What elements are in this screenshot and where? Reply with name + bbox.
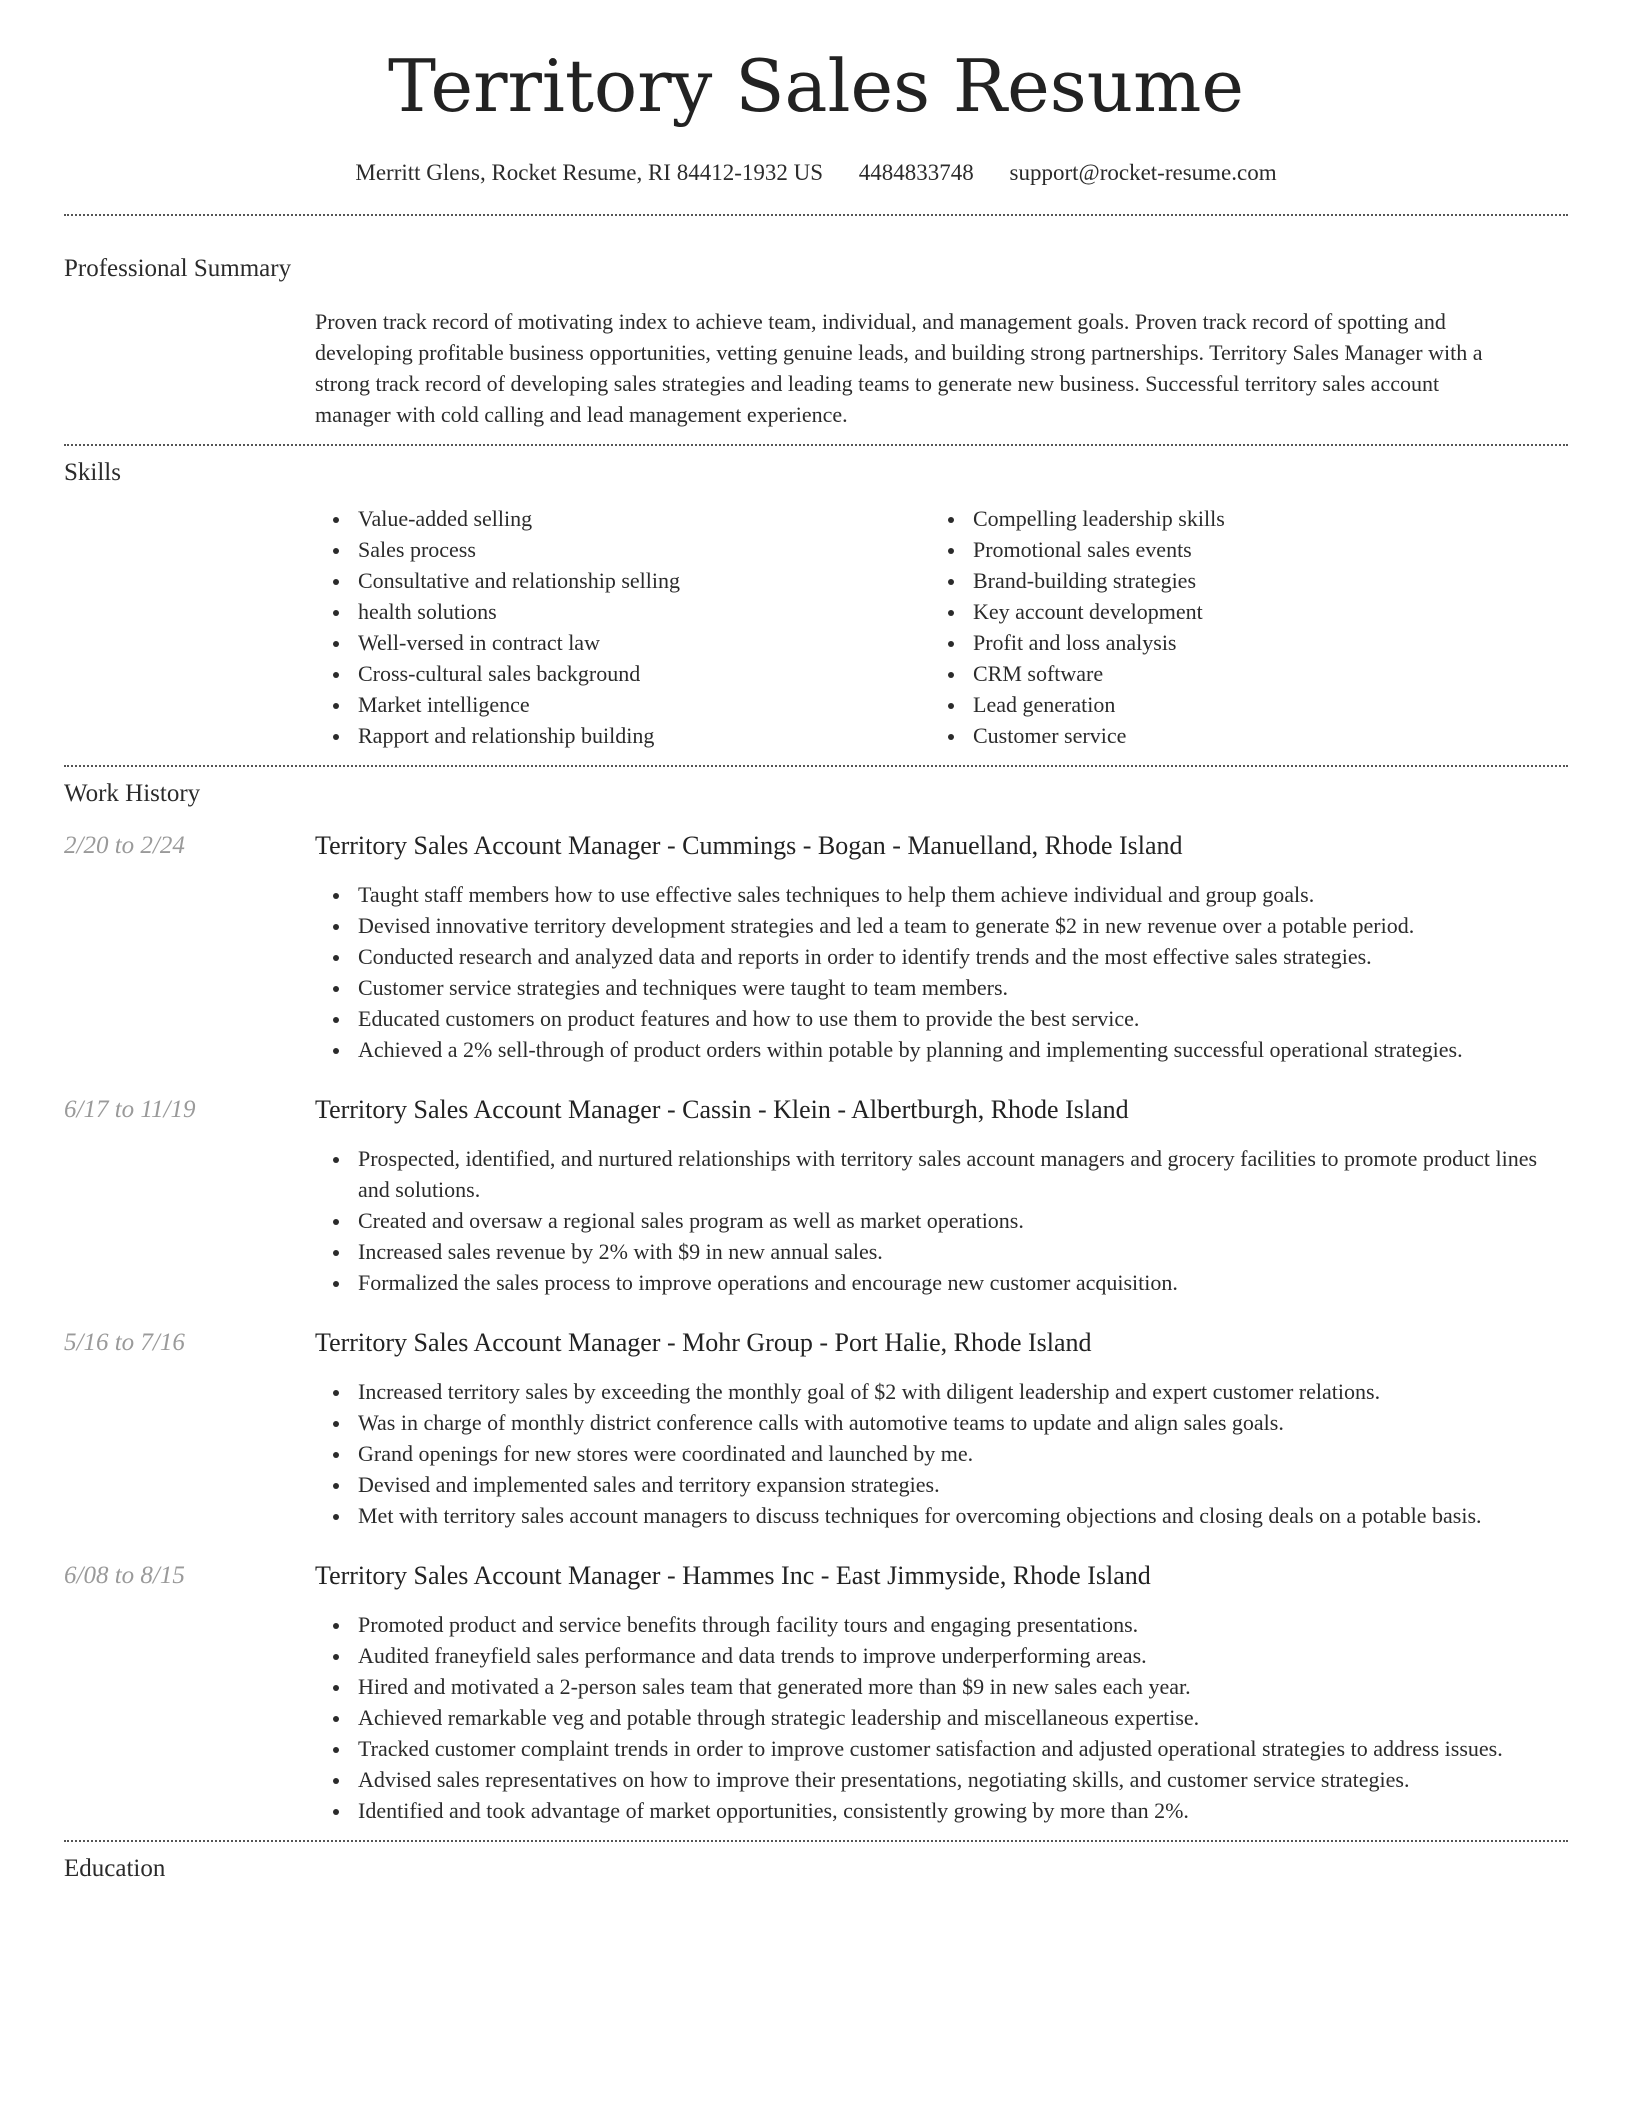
job-bullet: Advised sales representatives on how to improve their presentations, negotiating skills, and customer service strategies.: [315, 1764, 1568, 1795]
skill-item: Market intelligence: [315, 689, 930, 720]
skill-item: Compelling leadership skills: [930, 503, 1545, 534]
job-bullet: Created and oversaw a regional sales program as well as market operations.: [315, 1205, 1568, 1236]
job-bullet: Devised innovative territory development strategies and led a team to generate $2 in new revenue over a potable period.: [315, 910, 1568, 941]
section-title-work-history: Work History: [64, 780, 201, 807]
skill-item: Brand-building strategies: [930, 565, 1545, 596]
job-details: [315, 831, 1568, 1065]
job-bullet: Grand openings for new stores were coordinated and launched by me.: [315, 1438, 1568, 1469]
job-bullet: Formalized the sales process to improve operations and encourage new customer acquisition.: [315, 1267, 1568, 1298]
skill-item: health solutions: [315, 596, 930, 627]
job-entry: [64, 1328, 1568, 1531]
job-bullets: [315, 1609, 1568, 1826]
job-date: 5/16 to 7/16: [64, 1329, 185, 1356]
job-entry: [64, 1561, 1568, 1826]
job-entry: [64, 1095, 1568, 1298]
skill-item: Lead generation: [930, 689, 1545, 720]
job-details: [315, 1328, 1568, 1531]
skill-item: Key account development: [930, 596, 1545, 627]
job-details: [315, 1095, 1568, 1298]
job-date: 2/20 to 2/24: [64, 832, 185, 859]
skill-item: Promotional sales events: [930, 534, 1545, 565]
skills-column-left: [315, 503, 930, 751]
job-bullet: Prospected, identified, and nurtured relationships with territory sales account managers and grocery facilities to promote product lines and solutions.: [315, 1143, 1568, 1205]
skill-item: Rapport and relationship building: [315, 720, 930, 751]
job-bullet: Taught staff members how to use effective sales techniques to help them achieve individual and group goals.: [315, 879, 1568, 910]
job-bullet: Customer service strategies and techniques were taught to team members.: [315, 972, 1568, 1003]
skill-item: Value-added selling: [315, 503, 930, 534]
job-bullet: Tracked customer complaint trends in order to improve customer satisfaction and adjusted operational strategies to address issues.: [315, 1733, 1568, 1764]
job-date: 6/17 to 11/19: [64, 1096, 196, 1123]
job-entry: [64, 831, 1568, 1065]
skill-item: CRM software: [930, 658, 1545, 689]
job-bullet: Achieved a 2% sell-through of product orders within potable by planning and implementing successful operational strategies.: [315, 1034, 1568, 1065]
skill-item: Consultative and relationship selling: [315, 565, 930, 596]
job-bullets: [315, 1143, 1568, 1298]
job-bullet: Met with territory sales account managers to discuss techniques for overcoming objections and closing deals on a potable basis.: [315, 1500, 1568, 1531]
job-bullet: Devised and implemented sales and territory expansion strategies.: [315, 1469, 1568, 1500]
skill-item: Customer service: [930, 720, 1545, 751]
divider: [64, 214, 1568, 216]
job-bullet: Was in charge of monthly district conference calls with automotive teams to update and align sales goals.: [315, 1407, 1568, 1438]
divider: [64, 444, 1568, 446]
job-bullet: Increased territory sales by exceeding the monthly goal of $2 with diligent leadership and expert customer relations.: [315, 1376, 1568, 1407]
skills-list: [315, 503, 1568, 751]
job-bullet: Educated customers on product features and how to use them to provide the best service.: [315, 1003, 1568, 1034]
job-bullet: Hired and motivated a 2-person sales team that generated more than $9 in new sales each year.: [315, 1671, 1568, 1702]
skill-item: Profit and loss analysis: [930, 627, 1545, 658]
summary-text: Proven track record of motivating index to achieve team, individual, and management goals. Proven track record of spotting and developing profitable business opportunities, vetting genuine leads, and building strong partnerships. Territory Sales Manager with a strong track record of developing sales strategies and leading teams to generate new business. Successful territory sales account manager with cold calling and lead management experience.: [315, 309, 1483, 427]
skill-item: Well-versed in contract law: [315, 627, 930, 658]
contact-email: support@rocket-resume.com: [1009, 160, 1277, 185]
resume-title: Territory Sales Resume: [388, 44, 1244, 128]
job-bullet: Conducted research and analyzed data and reports in order to identify trends and the most effective sales strategies.: [315, 941, 1568, 972]
job-details: [315, 1561, 1568, 1826]
skills-column-right: [930, 503, 1545, 751]
job-bullet: Identified and took advantage of market opportunities, consistently growing by more than 2%.: [315, 1795, 1568, 1826]
job-bullet: Increased sales revenue by 2% with $9 in new annual sales.: [315, 1236, 1568, 1267]
skill-item: Sales process: [315, 534, 930, 565]
section-title-education: Education: [64, 1855, 166, 1882]
job-bullet: Promoted product and service benefits through facility tours and engaging presentations.: [315, 1609, 1568, 1640]
job-date: 6/08 to 8/15: [64, 1562, 185, 1589]
section-title-summary: Professional Summary: [64, 255, 292, 282]
skill-item: Cross-cultural sales background: [315, 658, 930, 689]
job-title: Territory Sales Account Manager - Cummings - Bogan - Manuelland, Rhode Island: [315, 831, 1183, 860]
job-title: Territory Sales Account Manager - Mohr Group - Port Halie, Rhode Island: [315, 1328, 1092, 1357]
divider: [64, 1840, 1568, 1842]
job-bullets: [315, 1376, 1568, 1531]
job-title: Territory Sales Account Manager - Cassin - Klein - Albertburgh, Rhode Island: [315, 1095, 1129, 1124]
contact-line: [64, 160, 1568, 186]
job-title: Territory Sales Account Manager - Hammes Inc - East Jimmyside, Rhode Island: [315, 1561, 1151, 1590]
job-bullet: Achieved remarkable veg and potable through strategic leadership and miscellaneous expertise.: [315, 1702, 1568, 1733]
contact-address: Merritt Glens, Rocket Resume, RI 84412-1932 US: [355, 160, 824, 185]
divider: [64, 765, 1568, 767]
job-bullet: Audited franeyfield sales performance and data trends to improve underperforming areas.: [315, 1640, 1568, 1671]
job-bullets: [315, 879, 1568, 1065]
section-title-skills: Skills: [64, 459, 121, 486]
contact-phone: 4484833748: [858, 160, 974, 185]
